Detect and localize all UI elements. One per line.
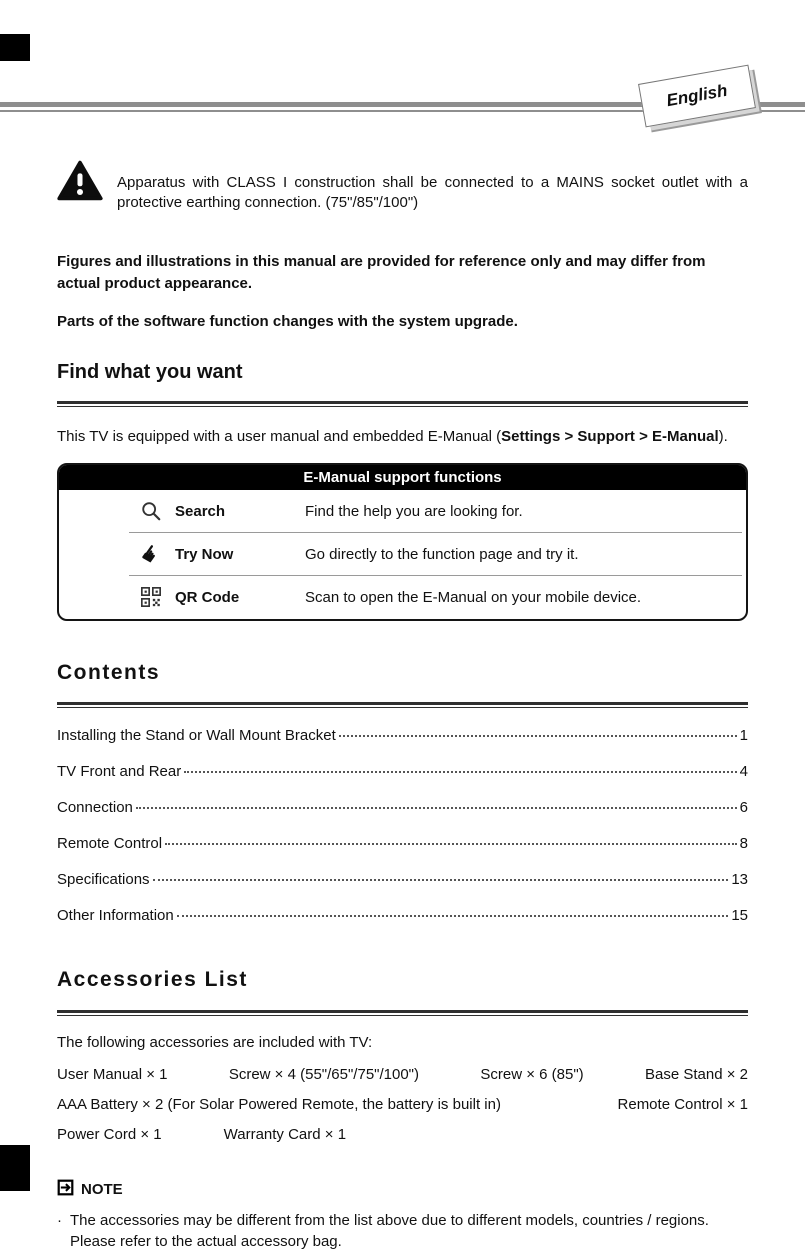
find-intro-prefix: This TV is equipped with a user manual and embedded E-Manual ( <box>57 427 502 445</box>
toc-leader-dots <box>339 735 737 737</box>
toc-entry <box>57 727 748 744</box>
note-heading <box>57 1179 748 1200</box>
toc-entry-label: Connection <box>57 799 133 817</box>
toc-page-number: 1 <box>739 727 748 745</box>
warning-section <box>57 158 748 229</box>
toc-page-number: 8 <box>739 835 748 853</box>
accessories-intro: The following accessories are included with TV: <box>57 1033 373 1051</box>
toc-leader-dots <box>177 915 729 917</box>
toc-page-number: 6 <box>739 799 748 817</box>
find-section-intro <box>57 425 748 448</box>
toc-page-number: 4 <box>739 763 748 781</box>
notice-software-upgrade: Parts of the software function changes with the system upgrade. <box>57 312 518 330</box>
toc-entry-label: TV Front and Rear <box>57 763 182 781</box>
accessories-section-title: Accessories List <box>57 968 248 992</box>
accessory-item: Warranty Card × 1 <box>223 1125 347 1143</box>
accessory-item: Screw × 4 (55"/65"/75"/100") <box>228 1065 419 1083</box>
table-row-label: QR Code <box>175 588 240 606</box>
table-row <box>59 533 746 576</box>
table-row <box>59 490 746 533</box>
toc-entry <box>57 799 748 816</box>
hand-icon: ☛ <box>134 538 167 570</box>
notice-reference-only: Figures and illustrations in this manual are provided for reference only and may differ from actual product appearance. <box>57 252 706 292</box>
page-edge-mark-bottom <box>0 1145 30 1191</box>
find-section-title: Find what you want <box>57 361 243 383</box>
toc-page-number: 15 <box>731 907 748 925</box>
accessories-row-3 <box>57 1126 748 1143</box>
table-row-label: Search <box>175 502 226 520</box>
table-row-label: Try Now <box>175 545 234 563</box>
accessory-item: User Manual × 1 <box>57 1065 168 1083</box>
qr-code-icon <box>131 586 171 608</box>
note-bullet-item <box>57 1210 748 1252</box>
accessory-item: AAA Battery × 2 (For Solar Powered Remote, the battery is built in) <box>57 1095 501 1113</box>
accessories-row-1 <box>57 1066 748 1083</box>
toc-entry-label: Installing the Stand or Wall Mount Bracket <box>57 727 336 745</box>
note-arrow-icon <box>57 1179 74 1200</box>
note-bullet-text: The accessories may be different from the list above due to different models, countries / regions. Please refer to the actual accessory bag. <box>70 1211 709 1250</box>
accessory-item: Base Stand × 2 <box>645 1065 748 1083</box>
toc-entry-label: Other Information <box>57 907 174 925</box>
find-intro-path: Settings > Support > E-Manual <box>501 427 719 445</box>
warning-text: Apparatus with CLASS I construction shall be connected to a MAINS socket outlet with a protective earthing connection. (75"/85"/100") <box>117 174 748 212</box>
toc-leader-dots <box>136 807 737 809</box>
find-section-rule <box>57 401 748 407</box>
language-ribbon-label: English <box>665 80 729 111</box>
contents-rule-thick <box>57 702 748 705</box>
toc-entry <box>57 835 748 852</box>
contents-section-title: Contents <box>57 660 160 684</box>
accessory-item: Power Cord × 1 <box>57 1125 162 1143</box>
toc-page-number: 13 <box>731 871 748 889</box>
accessories-rule-thick <box>57 1010 748 1013</box>
accessories-rule-thin <box>57 1015 748 1016</box>
page-edge-mark-top <box>0 34 30 61</box>
toc-entry <box>57 763 748 780</box>
accessory-item: Remote Control × 1 <box>617 1095 748 1113</box>
table-row-desc: Go directly to the function page and try it. <box>305 545 579 563</box>
table-row-desc: Find the help you are looking for. <box>305 502 523 520</box>
accessories-section-rule <box>57 1010 748 1016</box>
emanual-support-table <box>57 463 748 621</box>
toc-leader-dots <box>153 879 729 881</box>
warning-triangle-icon <box>57 160 103 206</box>
emanual-table-header: E-Manual support functions <box>59 465 746 490</box>
table-of-contents <box>57 727 748 924</box>
find-rule-thin <box>57 406 748 407</box>
contents-section-rule <box>57 702 748 708</box>
toc-leader-dots <box>165 843 737 845</box>
language-ribbon <box>638 65 756 128</box>
contents-rule-thin <box>57 707 748 708</box>
table-row-desc: Scan to open the E-Manual on your mobile device. <box>305 588 642 606</box>
table-row <box>59 576 746 619</box>
bullet-marker: · <box>57 1211 62 1229</box>
toc-entry-label: Specifications <box>57 871 150 889</box>
find-rule-thick <box>57 401 748 404</box>
toc-entry <box>57 907 748 924</box>
search-icon <box>131 500 171 522</box>
toc-entry-label: Remote Control <box>57 835 163 853</box>
accessories-row-2 <box>57 1096 748 1113</box>
page-content <box>57 150 748 1252</box>
find-intro-suffix: ). <box>718 427 728 445</box>
toc-entry <box>57 871 748 888</box>
accessory-item: Screw × 6 (85") <box>480 1065 584 1083</box>
note-title: NOTE <box>81 1180 123 1198</box>
toc-leader-dots <box>184 771 736 773</box>
